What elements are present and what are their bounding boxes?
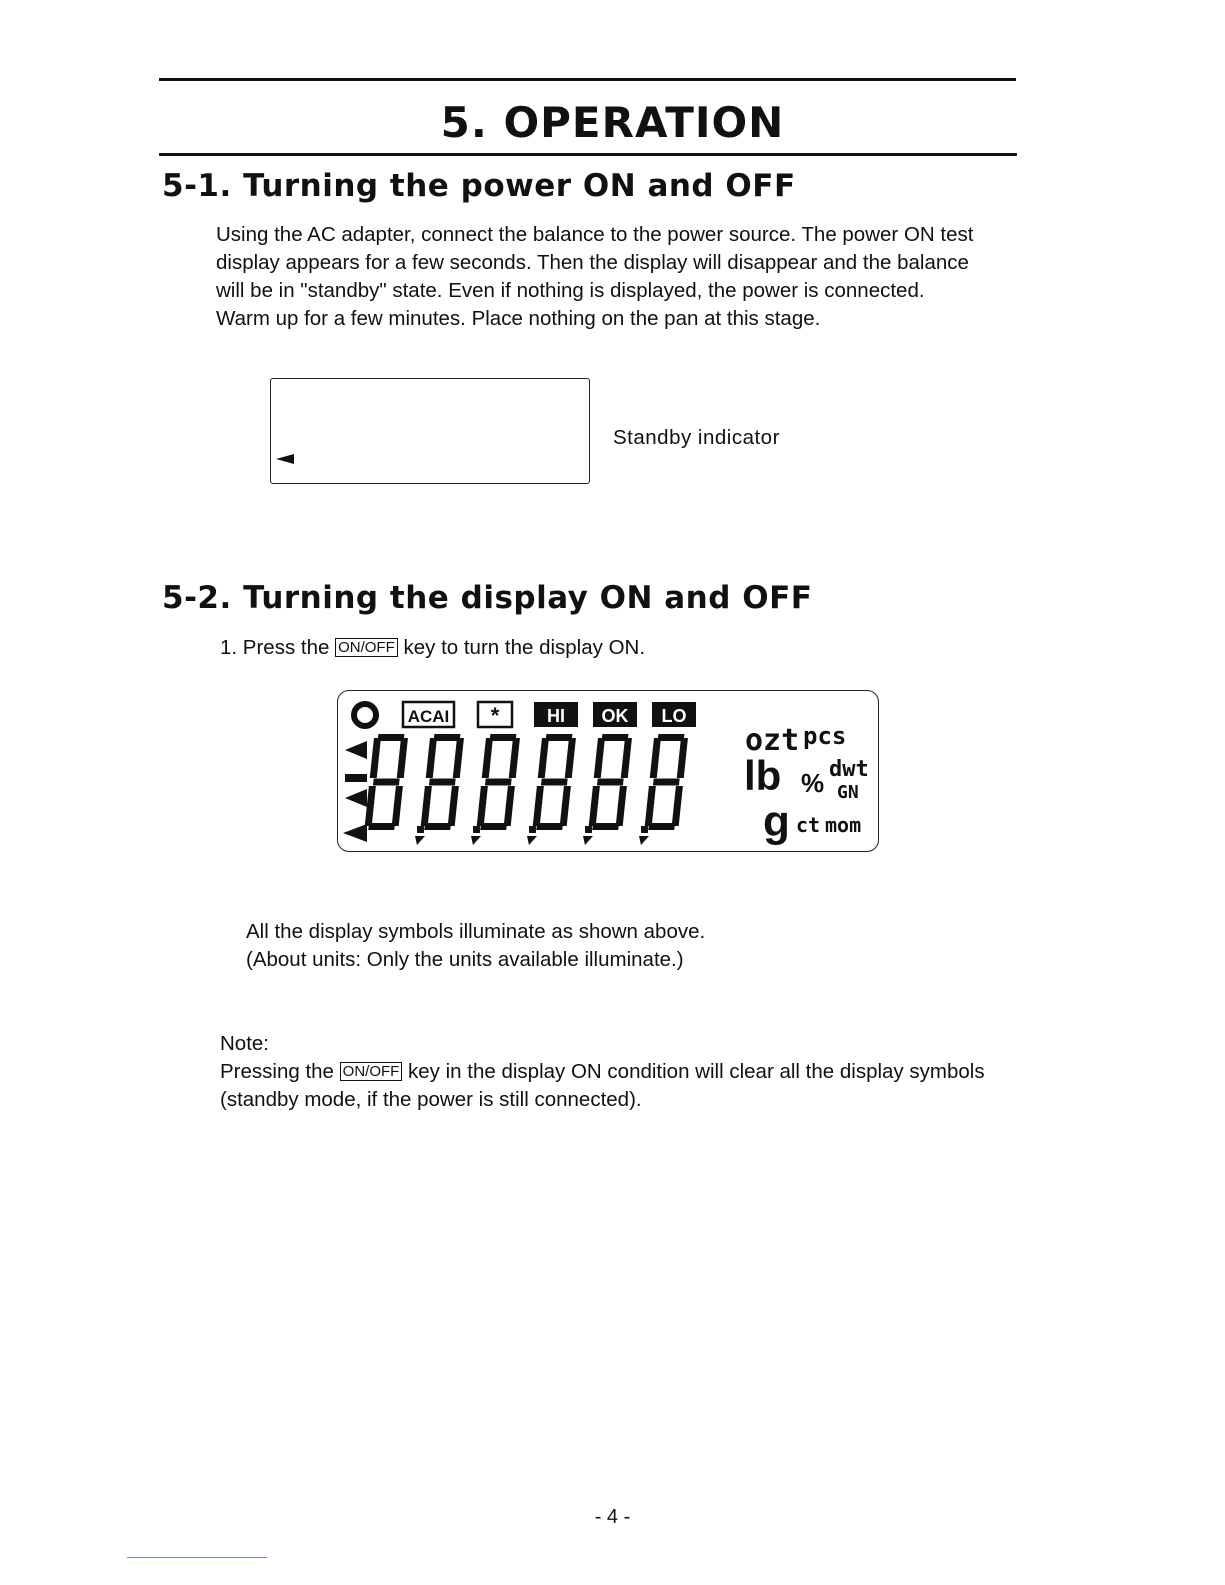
digit-segment bbox=[589, 786, 600, 826]
power-paragraph: Using the AC adapter, connect the balance to the power source. The power ON test display appears for a few seconds. Then the display will disappear and the balance will be in "standby" state. Even if nothing is displayed, the power is connected. Warm up for a few minutes. Place nothing on the pan at this stage. bbox=[216, 223, 974, 330]
unit-gn: GN bbox=[837, 782, 859, 803]
comma-mark bbox=[639, 836, 649, 845]
unit-mom: mom bbox=[825, 813, 862, 837]
digit-segment bbox=[397, 738, 408, 778]
digit-segment bbox=[392, 786, 403, 826]
svg-text:ACAI: ACAI bbox=[407, 707, 450, 726]
digit-segment bbox=[448, 786, 459, 826]
digit-segment bbox=[482, 738, 493, 778]
lcd-digit bbox=[477, 734, 537, 845]
digit-segment bbox=[480, 823, 507, 830]
digit-segment bbox=[538, 738, 549, 778]
annunciator-acai bbox=[403, 702, 454, 727]
step-1-prefix: 1. Press the bbox=[220, 636, 330, 659]
digit-segment bbox=[533, 786, 544, 826]
digit-segment bbox=[602, 734, 629, 741]
lcd-display-figure bbox=[337, 690, 882, 855]
standby-arrow-icon bbox=[276, 454, 294, 464]
step-1 bbox=[220, 634, 920, 662]
comma-mark bbox=[471, 836, 481, 845]
decimal-point bbox=[641, 826, 648, 833]
digit-segment bbox=[597, 779, 624, 786]
digit-segment bbox=[560, 786, 571, 826]
standby-indicator-label: Standby indicator bbox=[613, 426, 780, 449]
digit-segment bbox=[592, 823, 619, 830]
lcd-digit bbox=[421, 734, 481, 845]
digit-segment bbox=[485, 779, 512, 786]
comma-mark bbox=[527, 836, 537, 845]
unit-pcs: pcs bbox=[803, 722, 847, 750]
digit-segment bbox=[453, 738, 464, 778]
digit-segment bbox=[477, 786, 488, 826]
decimal-point bbox=[417, 826, 424, 833]
indicator-bar-icon bbox=[345, 774, 367, 782]
caption-line-2: (About units: Only the units available illuminate.) bbox=[246, 948, 684, 971]
digit-segment bbox=[378, 734, 405, 741]
note-text bbox=[220, 1058, 985, 1114]
annunciator-hi bbox=[534, 702, 578, 727]
lcd-digit bbox=[589, 734, 649, 845]
on-off-key: ON/OFF bbox=[335, 638, 398, 657]
digit-segment bbox=[546, 734, 573, 741]
annunciator-lo bbox=[652, 702, 696, 727]
digit-segment bbox=[650, 738, 661, 778]
caption-line-1: All the display symbols illuminate as shown above. bbox=[246, 920, 706, 943]
top-rule bbox=[159, 78, 1016, 81]
decimal-point bbox=[529, 826, 536, 833]
digit-segment bbox=[368, 823, 395, 830]
section-heading-power: 5-1. Turning the power ON and OFF bbox=[162, 168, 796, 204]
decimal-point bbox=[585, 826, 592, 833]
digit-segment bbox=[536, 823, 563, 830]
lcd-digit bbox=[533, 734, 593, 845]
digit-segment bbox=[429, 779, 456, 786]
standby-display-frame bbox=[270, 378, 590, 484]
note-suffix: key in the display ON condition will clear all the display symbols (standby mode, if the power is still connected). bbox=[220, 1060, 985, 1111]
unit-dwt: dwt bbox=[829, 757, 869, 782]
digit-segment bbox=[504, 786, 515, 826]
digit-segment bbox=[421, 786, 432, 826]
title-underline bbox=[159, 153, 1017, 156]
svg-text:LO: LO bbox=[661, 706, 687, 726]
lcd-digit bbox=[365, 734, 425, 845]
digit-segment bbox=[672, 786, 683, 826]
unit-ct: ct bbox=[796, 813, 821, 837]
unit-g: g bbox=[763, 797, 790, 846]
lcd-digit bbox=[645, 734, 688, 830]
digit-segment bbox=[373, 779, 400, 786]
digit-segment bbox=[658, 734, 685, 741]
digit-segment bbox=[653, 779, 680, 786]
digit-segment bbox=[424, 823, 451, 830]
note-label: Note: bbox=[220, 1032, 269, 1055]
section-heading-display: 5-2. Turning the display ON and OFF bbox=[162, 580, 813, 616]
indicator-arrow-middle-icon bbox=[345, 789, 367, 807]
indicator-arrow-lower-icon bbox=[343, 824, 367, 842]
digit-segment bbox=[426, 738, 437, 778]
digit-segment bbox=[645, 786, 656, 826]
indicator-arrow-upper-icon bbox=[345, 741, 367, 759]
stability-circle-icon bbox=[354, 704, 376, 726]
digit-segment bbox=[594, 738, 605, 778]
comma-mark bbox=[583, 836, 593, 845]
digit-segment bbox=[509, 738, 520, 778]
unit-ozt: ozt bbox=[745, 723, 800, 758]
step-1-suffix: key to turn the display ON. bbox=[403, 636, 646, 659]
chapter-title: 5. OPERATION bbox=[440, 98, 785, 147]
digit-segment bbox=[490, 734, 517, 741]
digit-segment bbox=[677, 738, 688, 778]
svg-text:HI: HI bbox=[547, 706, 565, 726]
svg-text:OK: OK bbox=[601, 706, 629, 726]
note-on-off-key: ON/OFF bbox=[340, 1062, 403, 1081]
digit-segment bbox=[541, 779, 568, 786]
decimal-point bbox=[473, 826, 480, 833]
digit-segment bbox=[648, 823, 675, 830]
unit-lb: lb bbox=[744, 752, 782, 799]
annunciator-ok bbox=[593, 702, 637, 727]
digit-segment bbox=[621, 738, 632, 778]
bottom-link-line bbox=[127, 1557, 267, 1558]
digit-group bbox=[365, 734, 688, 845]
digit-segment bbox=[370, 738, 381, 778]
comma-mark bbox=[415, 836, 425, 845]
digit-segment bbox=[565, 738, 576, 778]
annunciator-star bbox=[478, 702, 512, 728]
note-prefix: Pressing the bbox=[220, 1060, 334, 1083]
unit-percent: % bbox=[801, 768, 825, 798]
digit-segment bbox=[616, 786, 627, 826]
page-number: - 4 - bbox=[594, 1506, 631, 1528]
svg-text:*: * bbox=[490, 703, 500, 728]
digit-segment bbox=[434, 734, 461, 741]
